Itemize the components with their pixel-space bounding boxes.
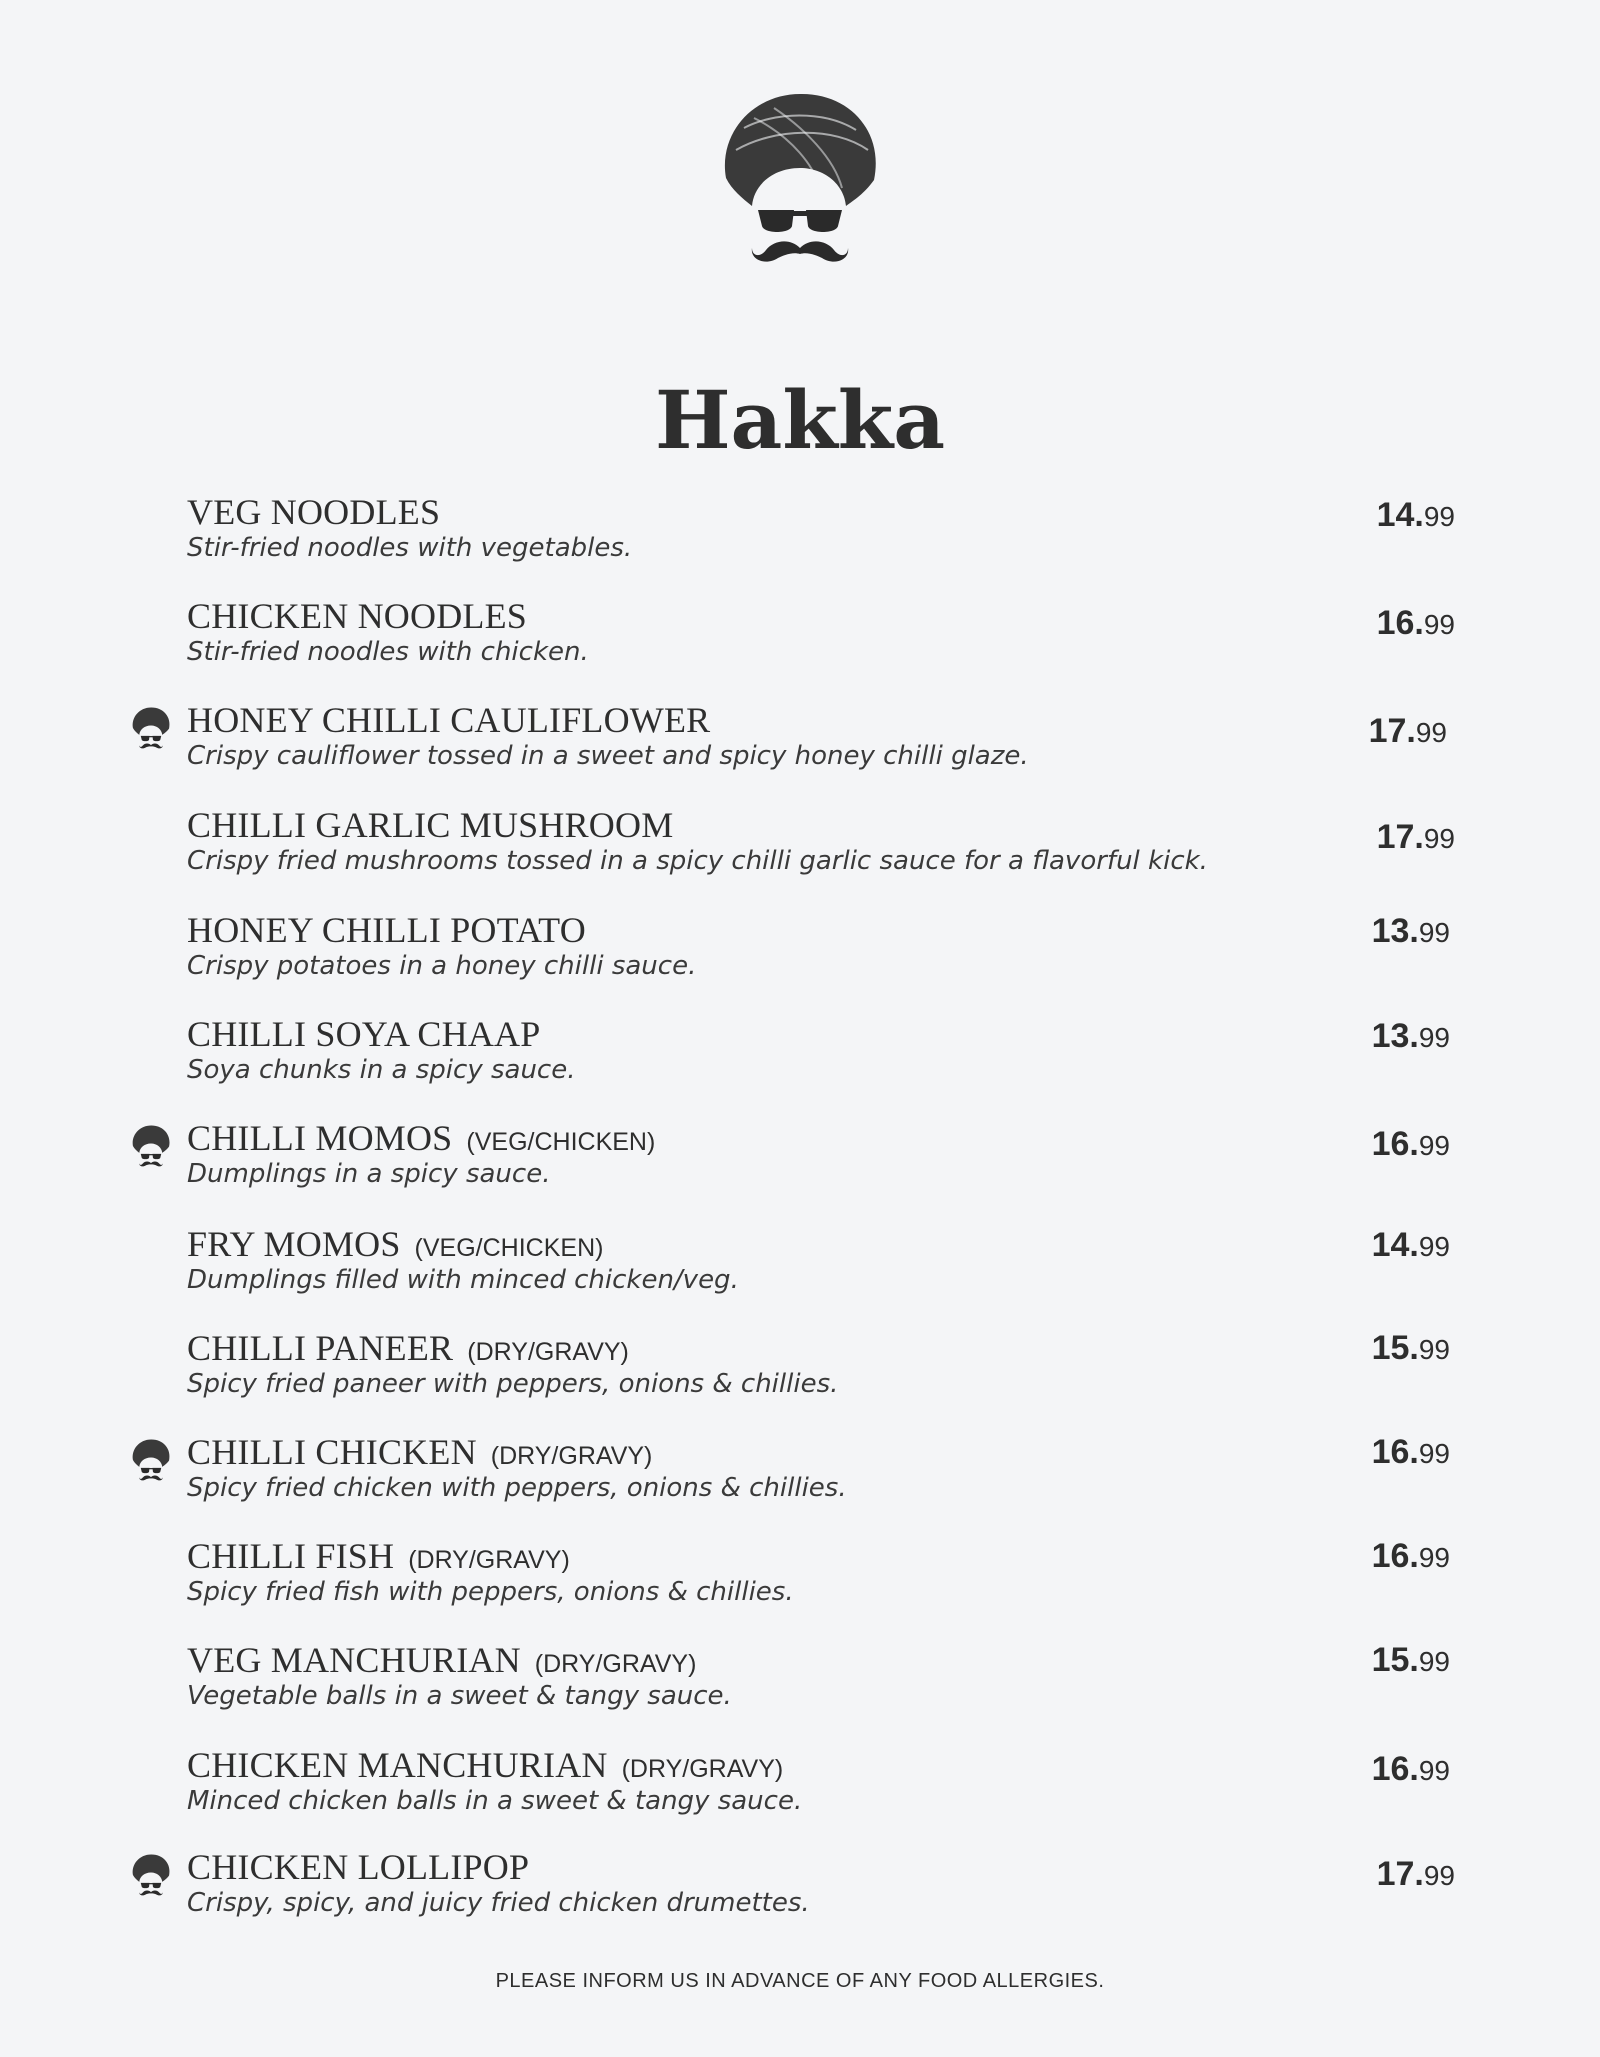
item-name: CHICKEN LOLLIPOP: [187, 1847, 530, 1887]
item-name: CHILLI FISH: [187, 1536, 395, 1576]
price-dollars: 16.: [1371, 1433, 1419, 1471]
chef-special-icon: [130, 1438, 172, 1482]
item-name: CHICKEN NOODLES: [187, 596, 527, 636]
item-price: [1377, 604, 1455, 643]
item-description: Soya chunks in a spicy sauce.: [187, 1055, 576, 1085]
menu-item: [0, 1224, 1600, 1314]
item-description: Crispy cauliflower tossed in a sweet and spicy honey chilli glaze.: [187, 741, 1029, 771]
item-variant-tag: (DRY/GRAVY): [408, 1546, 570, 1574]
price-cents: 99: [1423, 1860, 1455, 1891]
price-dollars: 13.: [1371, 912, 1419, 950]
price-cents: 99: [1423, 501, 1455, 532]
price-dollars: 15.: [1371, 1641, 1419, 1679]
price-cents: 99: [1418, 1755, 1450, 1786]
price-dollars: 16.: [1371, 1537, 1419, 1575]
menu-item: [0, 1847, 1600, 1937]
item-price: [1377, 1855, 1455, 1894]
item-name: CHILLI CHICKEN: [187, 1432, 477, 1472]
price-dollars: 16.: [1371, 1125, 1419, 1163]
price-cents: 99: [1418, 1438, 1450, 1469]
item-variant-tag: (DRY/GRAVY): [490, 1442, 653, 1470]
item-description: Spicy fried chicken with peppers, onions & chillies.: [187, 1473, 847, 1503]
item-name: VEG MANCHURIAN: [187, 1640, 521, 1680]
price-cents: 99: [1418, 1022, 1450, 1053]
item-description: Vegetable balls in a sweet & tangy sauce.: [187, 1681, 732, 1711]
item-price: [1372, 1537, 1450, 1576]
price-cents: 99: [1418, 1334, 1450, 1365]
price-dollars: 16.: [1376, 604, 1424, 642]
price-dollars: 13.: [1371, 1017, 1419, 1055]
item-price: [1369, 712, 1447, 751]
price-dollars: 17.: [1368, 712, 1416, 750]
item-variant-tag: (DRY/GRAVY): [534, 1650, 697, 1678]
item-description: Minced chicken balls in a sweet & tangy sauce.: [187, 1786, 803, 1816]
item-price: [1372, 1017, 1450, 1056]
price-cents: 99: [1415, 717, 1447, 748]
price-cents: 99: [1423, 609, 1455, 640]
item-price: [1372, 1750, 1450, 1789]
price-cents: 99: [1418, 1130, 1450, 1161]
item-name: HONEY CHILLI CAULIFLOWER: [187, 700, 711, 740]
item-description: Spicy fried fish with peppers, onions & chillies.: [187, 1577, 794, 1607]
price-cents: 99: [1418, 1646, 1450, 1677]
item-price: [1372, 1125, 1450, 1164]
item-name: CHICKEN MANCHURIAN: [187, 1745, 608, 1785]
chef-special-icon: [130, 1124, 172, 1168]
menu-item: [0, 1118, 1600, 1208]
item-description: Spicy fried paneer with peppers, onions & chillies.: [187, 1369, 839, 1399]
price-dollars: 14.: [1376, 496, 1424, 534]
item-description: Stir-fried noodles with chicken.: [187, 637, 589, 667]
item-name: CHILLI GARLIC MUSHROOM: [187, 805, 674, 845]
item-variant-tag: (DRY/GRAVY): [467, 1338, 629, 1366]
chef-special-icon: [130, 1853, 172, 1897]
item-price: [1372, 1641, 1450, 1680]
item-name: CHILLI SOYA CHAAP: [187, 1014, 541, 1054]
item-description: Dumplings filled with minced chicken/veg.: [187, 1265, 739, 1295]
price-cents: 99: [1418, 1231, 1450, 1262]
price-cents: 99: [1418, 917, 1450, 948]
menu-item: [0, 700, 1600, 790]
item-description: Crispy potatoes in a honey chilli sauce.: [187, 951, 697, 981]
menu-item: [0, 910, 1600, 1000]
price-dollars: 16.: [1371, 1750, 1419, 1788]
menu-item: [0, 596, 1600, 686]
menu-item: [0, 1745, 1600, 1835]
item-price: [1377, 496, 1455, 535]
price-cents: 99: [1418, 1542, 1450, 1573]
menu-item: [0, 1328, 1600, 1418]
menu-item: [0, 1432, 1600, 1522]
item-price: [1372, 1226, 1450, 1265]
page-title: Hakka: [654, 373, 946, 467]
item-name: FRY MOMOS: [187, 1224, 401, 1264]
price-dollars: 17.: [1376, 818, 1424, 856]
item-description: Dumplings in a spicy sauce.: [187, 1159, 551, 1189]
item-variant-tag: (VEG/CHICKEN): [466, 1128, 656, 1156]
allergy-notice: PLEASE INFORM US IN ADVANCE OF ANY FOOD ALLERGIES.: [495, 1970, 1105, 1992]
menu-item: [0, 1536, 1600, 1626]
item-price: [1372, 1329, 1450, 1368]
menu-item: [0, 492, 1600, 582]
price-cents: 99: [1423, 823, 1455, 854]
price-dollars: 14.: [1371, 1226, 1419, 1264]
chef-special-icon: [130, 706, 172, 750]
menu-item: [0, 1640, 1600, 1730]
item-price: [1372, 912, 1450, 951]
item-description: Stir-fried noodles with vegetables.: [187, 533, 633, 563]
menu-item: [0, 805, 1600, 895]
price-dollars: 15.: [1371, 1329, 1419, 1367]
item-name: CHILLI PANEER: [187, 1328, 454, 1368]
item-variant-tag: (DRY/GRAVY): [621, 1755, 784, 1783]
item-name: CHILLI MOMOS: [187, 1118, 453, 1158]
item-name: VEG NOODLES: [187, 492, 441, 532]
item-price: [1372, 1433, 1450, 1472]
item-price: [1377, 818, 1455, 857]
menu-item: [0, 1014, 1600, 1104]
item-description: Crispy, spicy, and juicy fried chicken drumettes.: [187, 1888, 810, 1918]
price-dollars: 17.: [1376, 1855, 1424, 1893]
item-description: Crispy fried mushrooms tossed in a spicy chilli garlic sauce for a flavorful kick.: [187, 846, 1208, 876]
item-variant-tag: (VEG/CHICKEN): [414, 1234, 604, 1262]
item-name: HONEY CHILLI POTATO: [187, 910, 586, 950]
